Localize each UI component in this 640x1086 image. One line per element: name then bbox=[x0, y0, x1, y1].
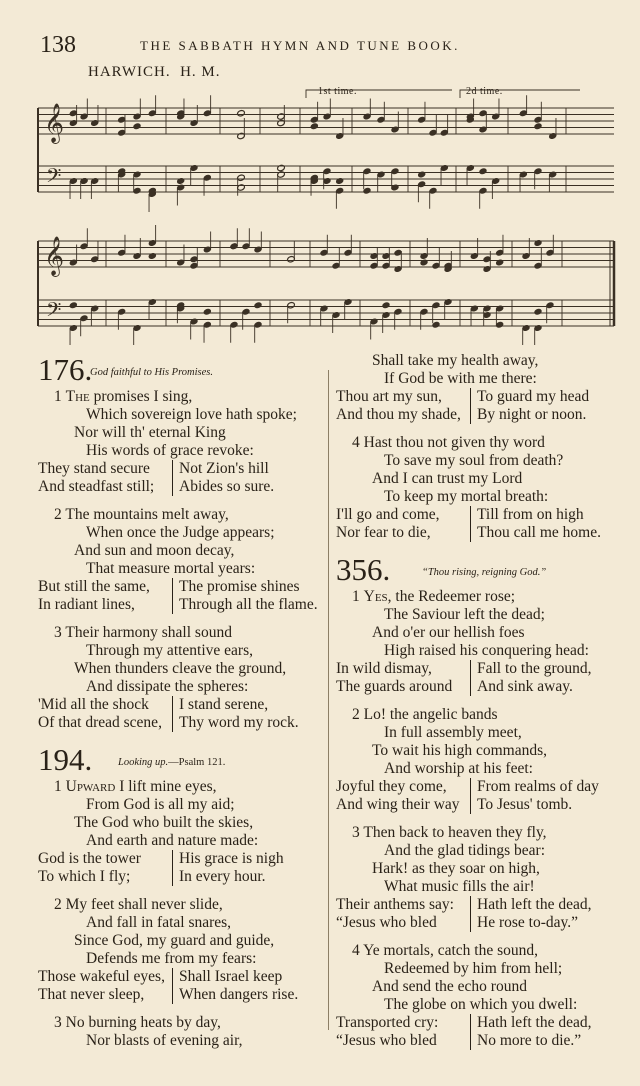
split-left: Transported cry: bbox=[336, 1014, 439, 1031]
verse-line: The God who built the skies, bbox=[74, 814, 254, 831]
note-head bbox=[420, 259, 429, 266]
verse-line: The Saviour left the dead; bbox=[384, 606, 545, 623]
stanza bbox=[38, 896, 328, 1004]
split-right: Hath left the dead, bbox=[470, 896, 591, 914]
note-head bbox=[277, 164, 286, 171]
right-column bbox=[336, 352, 618, 1060]
left-column bbox=[38, 352, 328, 1050]
hymn-194-continued bbox=[336, 352, 618, 542]
tune-meter: H. M. bbox=[180, 64, 221, 80]
verse-line: If God be with me there: bbox=[384, 370, 537, 387]
split-line bbox=[336, 524, 618, 542]
split-left: Nor fear to die, bbox=[336, 524, 431, 541]
verse-line: Defends me from my fears: bbox=[86, 950, 257, 967]
second-time-mark: 2d time. bbox=[466, 86, 503, 97]
note-head bbox=[254, 302, 263, 309]
split-line bbox=[38, 986, 328, 1004]
split-right: Shall Israel keep bbox=[172, 968, 282, 986]
stanza-number: 2 bbox=[54, 896, 62, 913]
split-right: To Jesus' tomb. bbox=[470, 796, 572, 814]
verse-first-line bbox=[336, 588, 618, 606]
note-head bbox=[133, 123, 142, 130]
split-left: To which I fly; bbox=[38, 868, 131, 885]
verse-first-line bbox=[38, 388, 328, 406]
hymn-heading bbox=[38, 742, 328, 778]
split-left: Joyful they come, bbox=[336, 778, 447, 795]
stanza-lead-word: The bbox=[65, 388, 90, 405]
verse-line: What music fills the air! bbox=[384, 878, 535, 895]
split-left: I'll go and come, bbox=[336, 506, 440, 523]
verse-text: Ye mortals, catch the sound, bbox=[363, 942, 538, 959]
split-line bbox=[38, 478, 328, 496]
verse-line: And o'er our hellish foes bbox=[372, 624, 525, 641]
note-head bbox=[534, 308, 543, 315]
verse-text: I lift mine eyes, bbox=[115, 778, 217, 795]
stanza-number: 2 bbox=[54, 506, 62, 523]
stanza bbox=[38, 388, 328, 496]
running-title: THE SABBATH HYMN AND TUNE BOOK. bbox=[140, 38, 460, 53]
verse-line: That measure mortal years: bbox=[86, 560, 256, 577]
split-left: In radiant lines, bbox=[38, 596, 135, 613]
split-right: Till from on high bbox=[470, 506, 584, 524]
note-head bbox=[495, 259, 504, 266]
split-right: Thou call me home. bbox=[470, 524, 601, 542]
hymn-number: 356. bbox=[336, 552, 391, 587]
stanza bbox=[38, 778, 328, 886]
hymn-number: 176. bbox=[38, 352, 93, 387]
verse-text: promises I sing, bbox=[89, 388, 193, 405]
stanza-number: 2 bbox=[352, 706, 360, 723]
split-left: And steadfast still; bbox=[38, 478, 155, 495]
verse-line: When thunders cleave the ground, bbox=[74, 660, 287, 677]
verse-line: And worship at his feet: bbox=[384, 760, 533, 777]
stanza-number: 3 bbox=[352, 824, 360, 841]
split-line bbox=[336, 896, 618, 914]
stanza-number: 4 bbox=[352, 434, 360, 451]
verse-first-line bbox=[38, 506, 328, 524]
hymn-title-text: Looking up. bbox=[118, 757, 169, 768]
verse-text: The mountains melt away, bbox=[65, 506, 229, 523]
verse-text: Their harmony shall sound bbox=[65, 624, 232, 641]
split-line bbox=[336, 1014, 618, 1032]
verse-line: His words of grace revoke: bbox=[86, 442, 254, 459]
verse-line: Hark! as they soar on high, bbox=[372, 860, 540, 877]
verse-line: From God is all my aid; bbox=[86, 796, 235, 813]
verse-first-line bbox=[38, 896, 328, 914]
verse-line: High raised his conquering head: bbox=[384, 642, 589, 659]
split-line bbox=[38, 714, 328, 732]
verse-line: The globe on which you dwell: bbox=[384, 996, 578, 1013]
verse-text: Then back to heaven they fly, bbox=[363, 824, 547, 841]
stanza bbox=[38, 624, 328, 732]
verse-text: Hast thou not given thy word bbox=[363, 434, 545, 451]
verse-line: And earth and nature made: bbox=[86, 832, 259, 849]
split-right: When dangers rise. bbox=[172, 986, 298, 1004]
split-left: But still the same, bbox=[38, 578, 150, 595]
split-right: And sink away. bbox=[470, 678, 573, 696]
verse-first-line bbox=[38, 778, 328, 796]
split-right: Abides so sure. bbox=[172, 478, 274, 496]
split-right: No more to die.” bbox=[470, 1032, 581, 1050]
verse-line: And the glad tidings bear: bbox=[384, 842, 545, 859]
verse-line: And dissipate the spheres: bbox=[86, 678, 249, 695]
verse-first-line bbox=[336, 706, 618, 724]
bass-clef-icon: 𝄢 bbox=[46, 298, 62, 326]
verse-line: Nor will th' eternal King bbox=[74, 424, 226, 441]
verse-first-line bbox=[336, 824, 618, 842]
split-line bbox=[336, 778, 618, 796]
split-line bbox=[38, 596, 328, 614]
verse-line: In full assembly meet, bbox=[384, 724, 522, 741]
verse-line: Nor blasts of evening air, bbox=[86, 1032, 243, 1049]
verse-text: Lo! the angelic bands bbox=[363, 706, 498, 723]
split-right: His grace is nigh bbox=[172, 850, 284, 868]
hymn-number: 194. bbox=[38, 742, 93, 777]
split-right: Not Zion's hill bbox=[172, 460, 269, 478]
stanza bbox=[336, 824, 618, 932]
volta-2 bbox=[460, 90, 580, 98]
stanza bbox=[336, 706, 618, 814]
verse-first-line bbox=[336, 434, 618, 452]
split-right: To guard my head bbox=[470, 388, 589, 406]
hymn-heading bbox=[336, 552, 618, 588]
split-right: The promise shines bbox=[172, 578, 300, 596]
split-left: God is the tower bbox=[38, 850, 141, 867]
split-right: By night or noon. bbox=[470, 406, 586, 424]
note-head bbox=[479, 168, 488, 175]
stanza bbox=[336, 434, 618, 542]
first-time-mark: 1st time. bbox=[318, 86, 357, 97]
verse-line: To wait his high commands, bbox=[372, 742, 547, 759]
hymn-title bbox=[118, 754, 225, 772]
stanza bbox=[38, 1014, 328, 1050]
split-line bbox=[38, 696, 328, 714]
note-head bbox=[335, 177, 344, 184]
hymn-176 bbox=[38, 352, 328, 732]
verse-text: No burning heats by day, bbox=[65, 1014, 221, 1031]
verse-line: Which sovereign love hath spoke; bbox=[86, 406, 297, 423]
split-line bbox=[336, 406, 618, 424]
split-right: Hath left the dead, bbox=[470, 1014, 591, 1032]
note-head bbox=[237, 110, 246, 117]
split-left: Those wakeful eyes, bbox=[38, 968, 165, 985]
hymn-194 bbox=[38, 742, 328, 1050]
note-head bbox=[203, 308, 212, 315]
split-left: “Jesus who bled bbox=[336, 1032, 437, 1049]
verse-line: Since God, my guard and guide, bbox=[74, 932, 275, 949]
split-line bbox=[336, 660, 618, 678]
stanza-lead-word: Yes bbox=[363, 588, 388, 605]
split-line bbox=[336, 388, 618, 406]
note-head bbox=[534, 123, 543, 130]
split-line bbox=[336, 678, 618, 696]
hymn-title-text: God faithful to His Promises. bbox=[90, 367, 213, 378]
verse-line: To save my soul from death? bbox=[384, 452, 564, 469]
verse-line: Redeemed by him from hell; bbox=[384, 960, 563, 977]
verse-line: When once the Judge appears; bbox=[86, 524, 275, 541]
stanza-lead-word: Upward bbox=[65, 778, 116, 795]
split-line bbox=[38, 850, 328, 868]
split-left: “Jesus who bled bbox=[336, 914, 437, 931]
stanza bbox=[336, 588, 618, 696]
split-left: In wild dismay, bbox=[336, 660, 432, 677]
hymn-title bbox=[422, 564, 546, 582]
note-head bbox=[69, 302, 78, 309]
split-left: Their anthems say: bbox=[336, 896, 454, 913]
page-number: 138 bbox=[40, 32, 76, 58]
split-right: Fall to the ground, bbox=[470, 660, 592, 678]
music-score bbox=[0, 0, 640, 345]
split-right: Through all the flame. bbox=[172, 596, 318, 614]
split-left: And thou my shade, bbox=[336, 406, 461, 423]
split-right: Thy word my rock. bbox=[172, 714, 299, 732]
verse-line: Through my attentive ears, bbox=[86, 642, 254, 659]
split-left: Of that dread scene, bbox=[38, 714, 162, 731]
split-line bbox=[336, 796, 618, 814]
stanza bbox=[336, 352, 618, 424]
split-line bbox=[336, 914, 618, 932]
verse-line: And fall in fatal snares, bbox=[86, 914, 232, 931]
split-left: That never sleep, bbox=[38, 986, 145, 1003]
treble-clef-icon: 𝄞 bbox=[44, 236, 65, 276]
verse-line: Shall take my health away, bbox=[372, 352, 539, 369]
stanza bbox=[38, 506, 328, 614]
hymn-title-text: “Thou rising, reigning God.” bbox=[422, 567, 547, 578]
note-head bbox=[417, 171, 426, 178]
stanza-number: 1 bbox=[54, 778, 62, 795]
verse-line: And I can trust my Lord bbox=[372, 470, 523, 487]
split-left: Thou art my sun, bbox=[336, 388, 442, 405]
note-head bbox=[310, 123, 319, 130]
stanza-number: 3 bbox=[54, 624, 62, 641]
verse-first-line bbox=[336, 942, 618, 960]
hymn-title-ref: —Psalm 121. bbox=[168, 757, 226, 768]
split-line bbox=[38, 460, 328, 478]
split-line bbox=[38, 578, 328, 596]
column-divider bbox=[328, 370, 329, 1030]
split-line bbox=[38, 968, 328, 986]
verse-text: , the Redeemer rose; bbox=[387, 588, 516, 605]
note-head bbox=[176, 177, 185, 184]
verse-text: My feet shall never slide, bbox=[65, 896, 223, 913]
split-left: The guards around bbox=[336, 678, 453, 695]
split-right: From realms of day bbox=[470, 778, 599, 796]
hymn-heading bbox=[38, 352, 328, 388]
verse-first-line bbox=[38, 1014, 328, 1032]
hymn-title bbox=[90, 364, 213, 382]
split-right: In every hour. bbox=[172, 868, 266, 886]
split-left: 'Mid all the shock bbox=[38, 696, 149, 713]
note-head bbox=[534, 239, 543, 246]
stanza bbox=[336, 942, 618, 1050]
stanza-number: 3 bbox=[54, 1014, 62, 1031]
verse-first-line bbox=[38, 624, 328, 642]
volta-1 bbox=[306, 90, 452, 98]
note-head bbox=[148, 252, 157, 259]
split-right: I stand serene, bbox=[172, 696, 268, 714]
split-left: And wing their way bbox=[336, 796, 460, 813]
split-right: He rose to-day.” bbox=[470, 914, 578, 932]
split-line bbox=[336, 1032, 618, 1050]
bass-clef-icon: 𝄢 bbox=[46, 164, 62, 192]
hymn-356 bbox=[336, 552, 618, 1050]
tune-title: HARWICH. bbox=[88, 64, 171, 80]
split-left: They stand secure bbox=[38, 460, 150, 477]
verse-line: And send the echo round bbox=[372, 978, 527, 995]
treble-clef-icon: 𝄞 bbox=[44, 103, 65, 143]
verse-line: To keep my mortal breath: bbox=[384, 488, 549, 505]
split-line bbox=[336, 506, 618, 524]
stanza-number: 4 bbox=[352, 942, 360, 959]
verse-line: And sun and moon decay, bbox=[74, 542, 235, 559]
split-line bbox=[38, 868, 328, 886]
stanza-number: 1 bbox=[54, 388, 62, 405]
stanza-number: 1 bbox=[352, 588, 360, 605]
note-head bbox=[382, 302, 391, 309]
